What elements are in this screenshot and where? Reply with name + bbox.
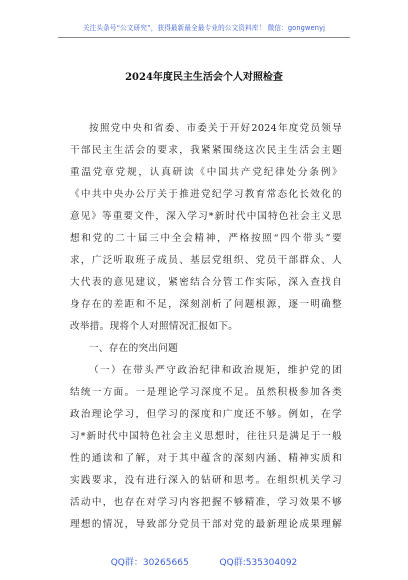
paragraph-line: 意见》等重要文件，深入学习*新时代中国特色社会主义思 [70,211,342,222]
paragraph-line: 想和党的二十届三中全会精神，严格按照“四个带头”要 [70,233,342,244]
paragraph-line: 理想的情况，导致部分党员干部对党的最新理论成果理解 [70,519,342,530]
section-heading: 一、存在的突出问题 [89,343,179,354]
footer-contact [0,555,408,568]
paragraph-line: 求，广泛听取班子成员、基层党组织、党员干部群众、人 [70,255,342,266]
promo-banner: 关注头条号“公文研究”，获得最新最全最专业的公文资料库！ 微信：gongwenyj [82,24,326,32]
paragraph-line: 习*新时代中国特色社会主义思想时，往往只是满足于一般 [70,431,342,442]
paragraph-line: 按照党中央和省委、市委关于开好2024年度党员领导 [89,123,342,134]
paragraph-line: 政治理论学习，但学习的深度和广度还不够。例如，在学 [70,409,342,420]
paragraph-line: 实践要求，没有进行深入的钻研和思考。在组织机关学习 [70,475,342,486]
paragraph-line: 活动中，也存在对学习内容把握不够精准，学习效果不够 [70,497,342,508]
paragraph-line: 身存在的差距和不足，深刻剖析了问题根源，逐一明确整 [70,299,342,310]
paragraph-line: 《中共中央办公厅关于推进党纪学习教育常态化长效化的 [70,189,342,200]
paragraph-line: 大代表的意见建议，紧密结合分管工作实际，深入查找自 [70,277,342,288]
paragraph-line: 干部民主生活会的要求，我紧紧围绕这次民主生活会主题 [70,145,342,156]
paragraph-line: 性的通读和了解，对于其中蕴含的深刻内涵、精神实质和 [70,453,342,464]
paragraph-line: 结统一方面。一是理论学习深度不足。虽然积极参加各类 [70,387,342,398]
qq-group-1: QQ群：30265665 [110,558,189,568]
paragraph-line: 改举措。现将个人对照情况汇报如下。 [70,321,239,332]
document-title: 2024年度民主生活会个人对照检查 [125,72,283,83]
paragraph-line: （一）在带头严守政治纪律和政治规矩，维护党的团 [89,365,342,376]
document-body [70,118,342,536]
paragraph-line: 重温党章党规，认真研读《中国共产党纪律处分条例》 [70,167,342,178]
header-divider [58,37,350,38]
qq-group-2: QQ群:535304092 [219,558,298,568]
